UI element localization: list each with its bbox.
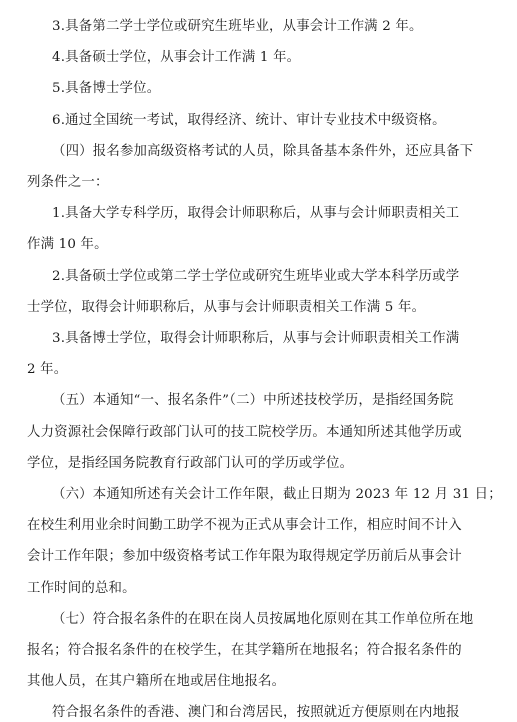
text-line: （五）本通知“一、报名条件”（二）中所述技校学历，是指经国务院 [52,393,454,409]
text-line: （七）符合报名条件的在职在岗人员按属地化原则在其工作单位所在地 [52,611,474,627]
text-line: 5.具备博士学位。 [52,81,161,97]
text-line: （四）报名参加高级资格考试的人员，除具备基本条件外，还应具备下 [52,143,474,159]
text-line: 1.具备大学专科学历，取得会计师职称后，从事与会计师职责相关工 [52,206,460,222]
text-line: 士学位，取得会计师职称后，从事与会计师职责相关工作满 5 年。 [27,299,426,315]
text-line: 工作时间的总和。 [27,580,136,596]
text-line: 2.具备硕士学位或第二学士学位或研究生班毕业或大学本科学历或学 [52,268,460,284]
text-line: 学位，是指经国务院教育行政部门认可的学历或学位。 [27,455,354,471]
text-line: 3.具备第二学士学位或研究生班毕业，从事会计工作满 2 年。 [52,19,423,34]
text-line: 其他人员，在其户籍所在地或居住地报名。 [27,674,286,690]
text-line: 报名；符合报名条件的在校学生，在其学籍所在地报名；符合报名条件的 [27,643,462,658]
text-line: 符合报名条件的香港、澳门和台湾居民，按照就近方便原则在内地报 [52,705,460,721]
text-line: 6.通过全国统一考试，取得经济、统计、审计专业技术中级资格。 [52,112,446,128]
text-line: 人力资源社会保障行政部门认可的技工院校学历。本通知所述其他学历或 [27,424,462,440]
text-line: 作满 10 年。 [27,237,108,253]
text-line: 列条件之一： [27,175,109,190]
text-line: 3.具备博士学位，取得会计师职称后，从事与会计师职责相关工作满 [52,331,460,346]
text-line: （六）本通知所述有关会计工作年限，截止日期为 2023 年 12 月 31 日； [52,487,502,502]
text-line: 在校生利用业余时间勤工助学不视为正式从事会计工作，相应时间不计入 [27,518,462,534]
text-line: 4.具备硕士学位，从事会计工作满 1 年。 [52,50,301,66]
text-line: 2 年。 [27,362,68,378]
text-line: 会计工作年限；参加中级资格考试工作年限为取得规定学历前后从事会计 [27,549,462,565]
